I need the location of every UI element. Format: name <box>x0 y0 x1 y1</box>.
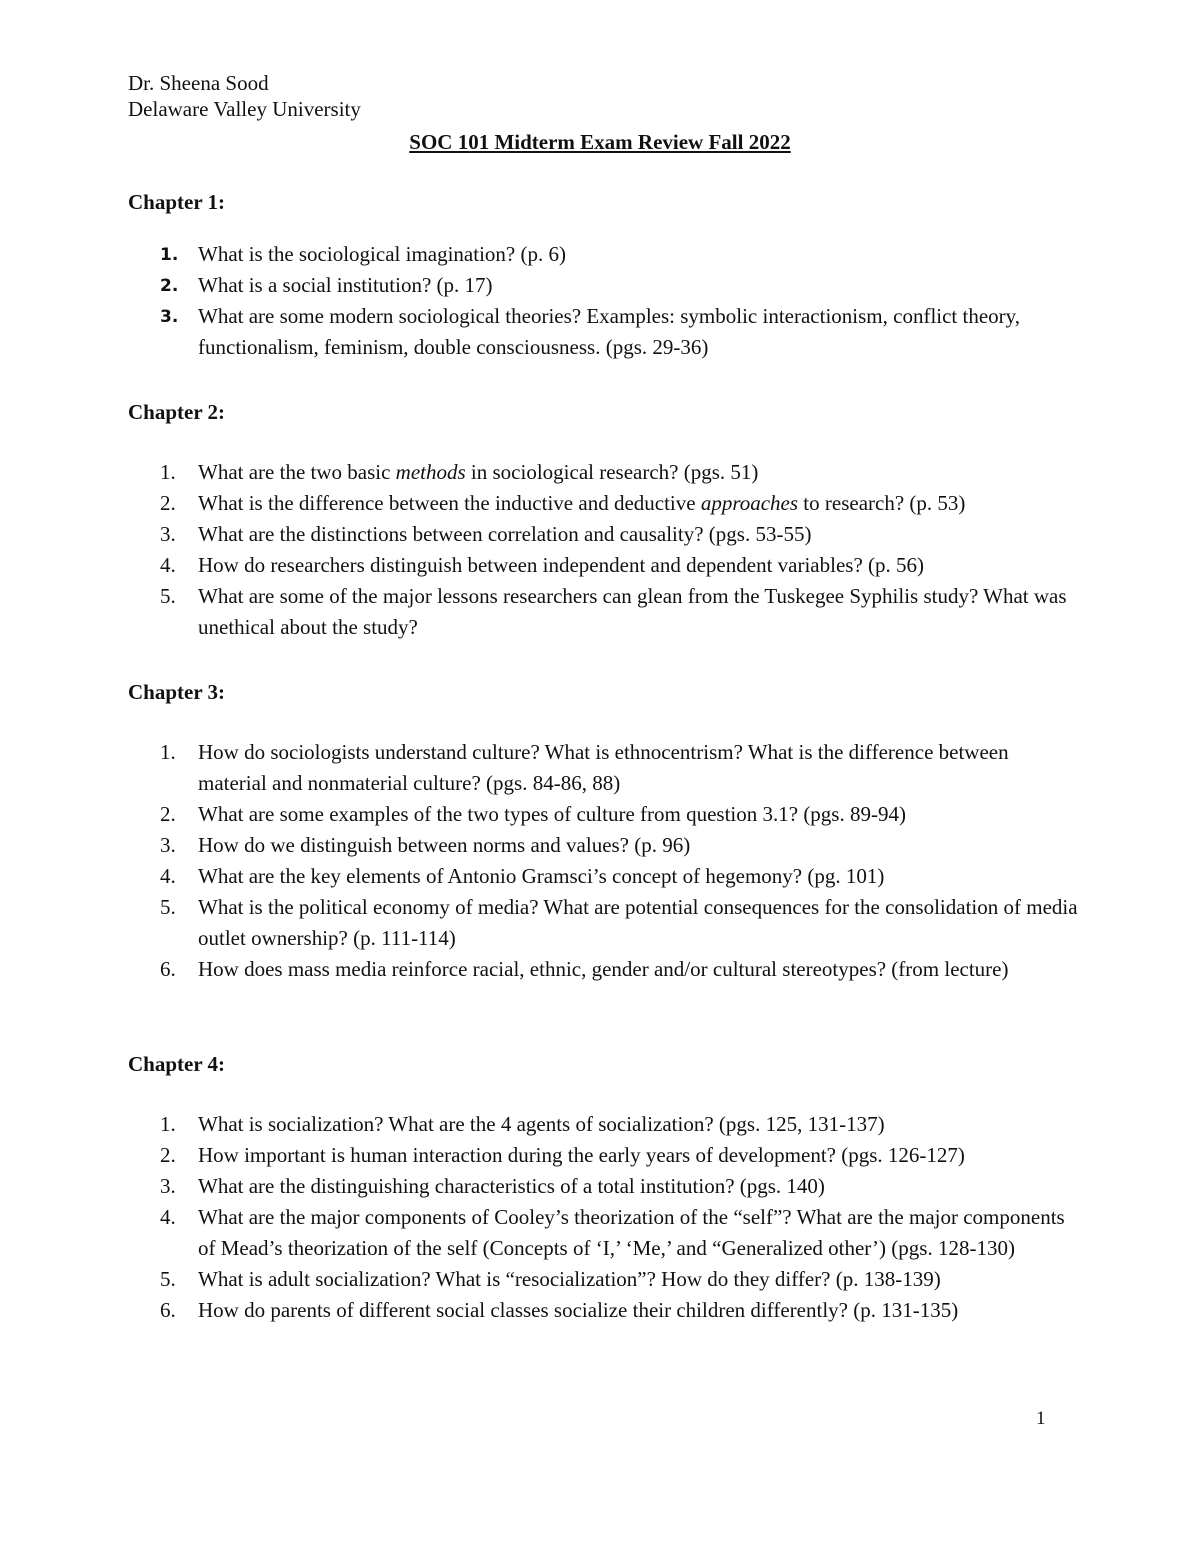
question-number: 4. <box>160 864 176 888</box>
question-number: 5. <box>160 1267 176 1291</box>
list-item <box>0 861 1200 892</box>
author-block <box>128 70 361 122</box>
question-number: 3. <box>160 1174 176 1198</box>
question-number: 4. <box>160 1205 176 1229</box>
emphasized-term: methods <box>395 460 466 484</box>
list-item <box>0 1171 1200 1202</box>
question-text: What are some examples of the two types of culture from question 3.1? (pgs. 89-94) <box>198 802 906 826</box>
chapter-heading: Chapter 3: <box>128 680 226 704</box>
question-text <box>198 488 1078 519</box>
list-item <box>0 1140 1200 1171</box>
list-item <box>0 737 1200 799</box>
question-text-part: to research? (p. 53) <box>798 491 966 515</box>
question-text: How important is human interaction during the early years of development? (pgs. 126-127) <box>198 1143 965 1167</box>
question-text: What are the distinguishing characteristics of a total institution? (pgs. 140) <box>198 1174 825 1198</box>
list-item <box>0 550 1200 581</box>
question-list <box>0 737 1200 985</box>
question-text: What is a social institution? (p. 17) <box>198 273 493 297</box>
question-number: 6. <box>160 1298 176 1322</box>
chapter-heading: Chapter 2: <box>128 400 226 424</box>
question-number: 3. <box>160 307 179 327</box>
list-item <box>0 892 1200 954</box>
chapter-heading: Chapter 1: <box>128 190 226 214</box>
list-item <box>0 519 1200 550</box>
list-item <box>0 830 1200 861</box>
question-list <box>0 457 1200 643</box>
emphasized-term: approaches <box>700 491 799 515</box>
question-number: 6. <box>160 957 176 981</box>
question-text-part: What is the difference between the inductive and deductive <box>198 491 701 515</box>
question-text: What is socialization? What are the 4 agents of socialization? (pgs. 125, 131-137) <box>198 1112 885 1136</box>
question-text-part: in sociological research? (pgs. 51) <box>465 460 759 484</box>
list-item <box>0 270 1200 301</box>
question-number: 1. <box>160 245 179 265</box>
list-item <box>0 954 1200 985</box>
question-list <box>0 1109 1200 1326</box>
question-text: What is the political economy of media? What are potential consequences for the consolidation of media outlet ownership? (p. 111-114) <box>198 895 1078 950</box>
page-title: SOC 101 Midterm Exam Review Fall 2022 <box>409 130 791 154</box>
question-number: 5. <box>160 895 176 919</box>
question-text-part: What are the two basic <box>198 460 396 484</box>
list-item <box>0 457 1200 488</box>
question-number: 5. <box>160 584 176 608</box>
question-number: 2. <box>160 1143 176 1167</box>
question-number: 4. <box>160 553 176 577</box>
institution-name: Delaware Valley University <box>128 97 361 121</box>
list-item <box>0 1109 1200 1140</box>
question-number: 2. <box>160 276 179 296</box>
question-number: 1. <box>160 740 176 764</box>
question-number: 2. <box>160 802 176 826</box>
question-text: How do parents of different social classes socialize their children differently? (p. 131-135) <box>198 1298 959 1322</box>
question-number: 1. <box>160 460 176 484</box>
question-number: 3. <box>160 833 176 857</box>
list-item <box>0 488 1200 519</box>
question-text: What is adult socialization? What is “resocialization”? How do they differ? (p. 138-139) <box>198 1267 941 1291</box>
question-number: 1. <box>160 1112 176 1136</box>
list-item <box>0 581 1200 643</box>
author-name: Dr. Sheena Sood <box>128 71 269 95</box>
question-text: How do researchers distinguish between independent and dependent variables? (p. 56) <box>198 553 925 577</box>
question-text: What are some of the major lessons researchers can glean from the Tuskegee Syphilis study? What was unethical about the study? <box>198 584 1067 639</box>
page-number: 1 <box>1036 1408 1046 1429</box>
list-item <box>0 1202 1200 1264</box>
list-item <box>0 799 1200 830</box>
question-text: How do we distinguish between norms and values? (p. 96) <box>198 833 691 857</box>
list-item <box>0 1264 1200 1295</box>
list-item <box>0 1295 1200 1326</box>
list-item <box>0 301 1200 363</box>
question-text: What are the distinctions between correlation and causality? (pgs. 53-55) <box>198 522 812 546</box>
question-text: How do sociologists understand culture? What is ethnocentrism? What is the difference between material and nonmaterial culture? (pgs. 84-86, 88) <box>198 740 1009 795</box>
question-number: 3. <box>160 522 176 546</box>
question-text: How does mass media reinforce racial, ethnic, gender and/or cultural stereotypes? (from lecture) <box>198 957 1009 981</box>
question-text: What are some modern sociological theories? Examples: symbolic interactionism, conflict theory, functionalism, feminism, double consciousness. (pgs. 29-36) <box>198 304 1021 359</box>
question-text: What is the sociological imagination? (p. 6) <box>198 242 566 266</box>
question-text: What are the major components of Cooley’s theorization of the “self”? What are the major components of Mead’s theorization of the self (Concepts of ‘I,’ ‘Me,’ and “Generalized other’) (pgs. 128-130) <box>198 1205 1065 1260</box>
question-list <box>0 239 1200 363</box>
question-text <box>198 457 1078 488</box>
list-item <box>0 239 1200 270</box>
question-text: What are the key elements of Antonio Gramsci’s concept of hegemony? (pg. 101) <box>198 864 885 888</box>
question-number: 2. <box>160 491 176 515</box>
chapter-heading: Chapter 4: <box>128 1052 226 1076</box>
